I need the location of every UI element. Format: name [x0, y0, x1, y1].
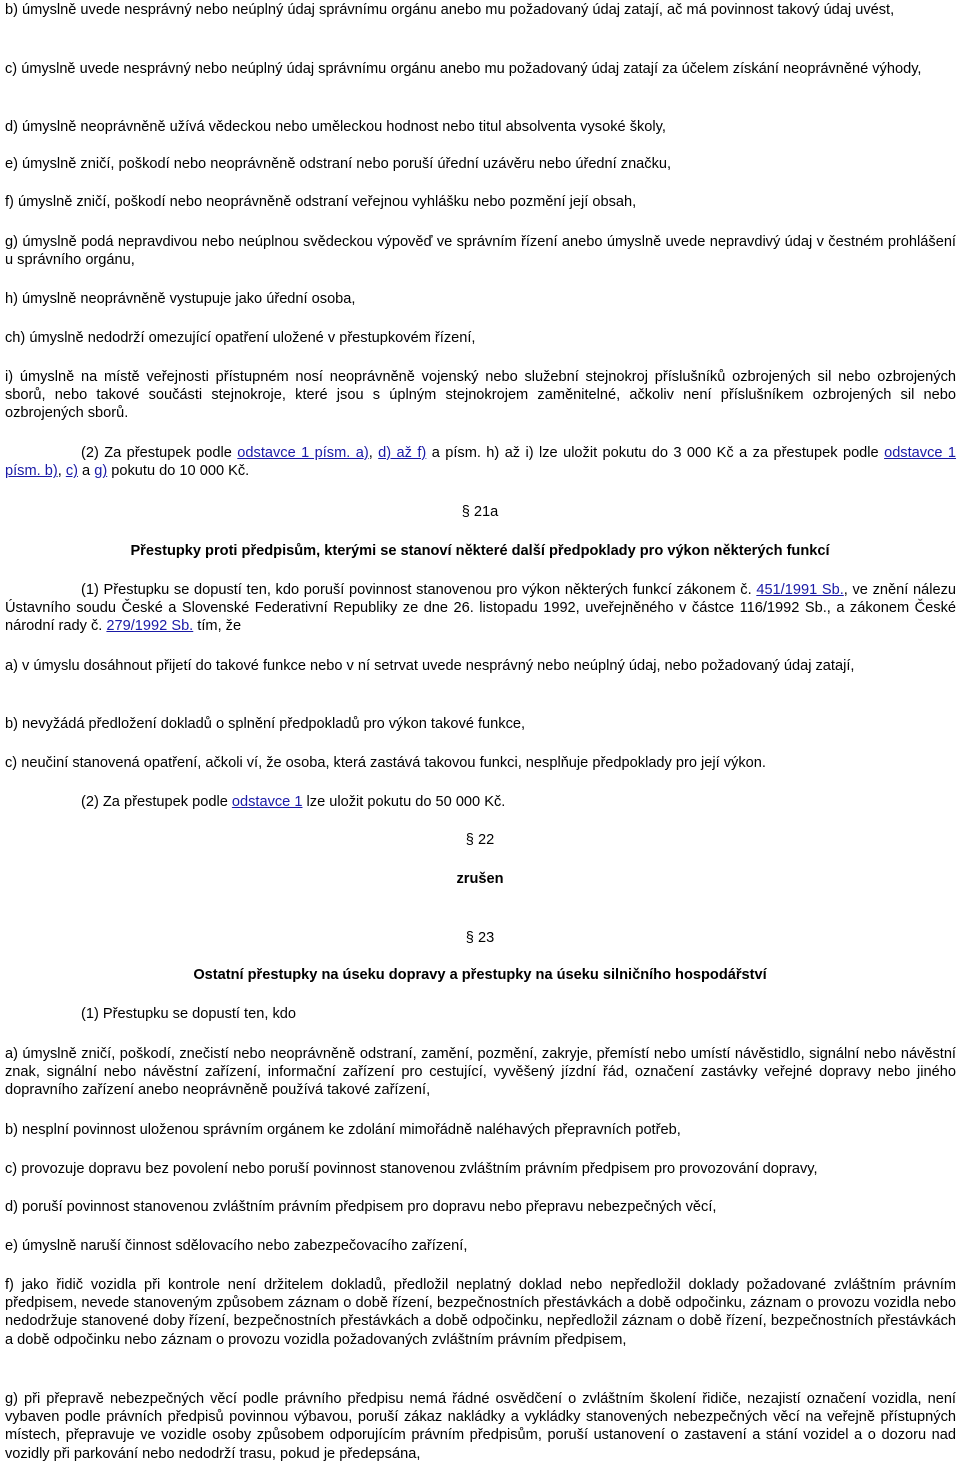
link-odstavce-1-pism-a[interactable]: odstavce 1 písm. a) [237, 445, 369, 461]
section-21a-paragraph-1: (1) Přestupku se dopustí ten, kdo poruší povinnost stanovenou pro výkon některých funkcí zákonem č. 451/1991 Sb., ve znění nálezu Ústavního soudu České a Slovenské Federativní Republiky ze dne 26. listopadu 1992, uveřejněného v částce 116/1992 Sb., a zákonem České národní rady č. 279/1992 Sb. tím, že [5, 582, 956, 635]
item-c: c) úmyslně uvede nesprávný nebo neúplný údaj správnímu orgánu anebo mu požadovaný údaj zatají za účelem získání neoprávněné výhody, [5, 61, 922, 77]
item-e: e) úmyslně zničí, poškodí nebo neoprávněně odstraní nebo poruší úřední uzávěru nebo úřední značku, [5, 156, 672, 172]
section-23-item-a: a) úmyslně zničí, poškodí, znečistí nebo neoprávněně odstraní, zamění, pozmění, zakryje, přemístí nebo umístí návěstidlo, signální nebo návěstní znak, signální nebo návěstní zařízení, informační zařízení pro cestující, vyvěšený jízdní řád, označení zastávky veřejné dopravy nebo jiného dopravního zařízení anebo neoprávněně používá takové zařízení, [5, 1046, 956, 1099]
section-23-item-e: e) úmyslně naruší činnost sdělovacího nebo zabezpečovacího zařízení, [5, 1238, 468, 1254]
section-23-item-c: c) provozuje dopravu bez povolení nebo poruší povinnost stanovenou zvláštním právním předpisem pro provozování dopravy, [5, 1161, 818, 1177]
item-i: i) úmyslně na místě veřejnosti přístupném nosí neoprávněně vojenský nebo služební stejnokroj příslušníků ozbrojených sil nebo ozbrojených sborů, nebo takové součásti stejnokroje, které jsou s úplným stejnokrojem zaměnitelné, ačkoliv není příslušníkem ozbrojených sil nebo ozbrojených sborů. [5, 369, 956, 422]
section-21a-title: Přestupky proti předpisům, kterými se stanoví některé další předpoklady pro výkon některých funkcí [130, 543, 830, 559]
item-g: g) úmyslně podá nepravdivou nebo neúplnou svědeckou výpověď ve správním řízení anebo úmyslně uvede nepravdivý údaj v čestném prohlášení u správního orgánu, [5, 234, 956, 269]
section-21a-item-b: b) nevyžádá předložení dokladů o splnění předpokladů pro výkon takové funkce, [5, 716, 526, 732]
section-23-item-f: f) jako řidič vozidla při kontrole není držitelem dokladů, předložil neplatný doklad nebo nepředložil doklady požadované zvláštním právním předpisem, nevede stanoveným způsobem záznam o době řízení, bezpečnostních přestávkách a době odpočinku, záznam o provozu vozidla nebo nedodržuje stanovené doby řízení, bezpečnostních přestávkách a době odpočinku, nepředložil záznam o době řízení, bezpečnostních přestávkách a době odpočinku nebo záznam o provozu vozidla požadovaných zvláštním právním předpisem, [5, 1277, 956, 1348]
link-odstavce-1[interactable]: odstavce 1 [231, 794, 303, 810]
section-23-item-d: d) poruší povinnost stanovenou zvláštním právním předpisem pro dopravu nebo přepravu nebezpečných věcí, [5, 1199, 717, 1215]
section-23-item-b: b) nesplní povinnost uloženou správním orgánem ke zdolání mimořádně naléhavých přepravních potřeb, [5, 1122, 681, 1138]
item-ch: ch) úmyslně nedodrží omezující opatření uložené v přestupkovém řízení, [5, 330, 476, 346]
section-23-title: Ostatní přestupky na úseku dopravy a přestupky na úseku silničního hospodářství [193, 967, 767, 983]
section-21a-paragraph-2: (2) Za přestupek podle odstavce 1 lze uložit pokutu do 50 000 Kč. [81, 794, 506, 810]
link-279-1992[interactable]: 279/1992 Sb. [106, 618, 194, 635]
link-c[interactable]: c) [65, 463, 78, 480]
section-21a-item-c: c) neučiní stanovená opatření, ačkoli ví, že osoba, která zastává takovou funkci, nesplňuje předpoklady pro její výkon. [5, 755, 766, 771]
section-23-number: § 23 [465, 930, 495, 946]
section-21a-item-a: a) v úmyslu dosáhnout přijetí do takové funkce nebo v ní setrvat uvede nesprávný nebo neúplný údaj, nebo požadovaný údaj zatají, [5, 658, 855, 674]
item-b: b) úmyslně uvede nesprávný nebo neúplný údaj správnímu orgánu anebo mu požadovaný údaj zatají, ač má povinnost takový údaj uvést, [5, 2, 895, 18]
link-odstavce-1-pism-b[interactable]: odstavce 1 písm. b) [5, 445, 957, 480]
link-d-az-f[interactable]: d) až f) [378, 445, 427, 461]
section-22-number: § 22 [465, 832, 495, 848]
item-d: d) úmyslně neoprávněně užívá vědeckou nebo uměleckou hodnost nebo titul absolventa vysoké školy, [5, 119, 666, 135]
section-21a-number: § 21a [461, 504, 499, 520]
section-22-title: zrušen [456, 871, 504, 887]
link-g[interactable]: g) [94, 463, 108, 480]
item-f: f) úmyslně zničí, poškodí nebo neoprávněně odstraní veřejnou vyhlášku nebo pozmění její obsah, [5, 194, 637, 210]
link-451-1991[interactable]: 451/1991 Sb. [756, 582, 844, 598]
item-h: h) úmyslně neoprávněně vystupuje jako úřední osoba, [5, 291, 356, 307]
paragraph-2: (2) Za přestupek podle odstavce 1 písm. a), d) až f) a písm. h) až i) lze uložit pokutu do 3 000 Kč a za přestupek podle odstavce 1 písm. b), c) a g) pokutu do 10 000 Kč. [5, 445, 957, 480]
section-23-item-g: g) při přepravě nebezpečných věcí podle právního předpisu nemá řádné osvědčení o zvláštním školení řidiče, nezajistí označení vozidla, není vybaven podle právních předpisů povinnou výbavou, poruší zákaz nakládky a vykládky stanovených nebezpečných věcí na veřejně přístupných místech, přepravuje ve vozidle osoby způsobem odporujícím právním předpisům, poruší ustanovení o zastavení a stání vozidel a o dozoru nad vozidly při parkování nebo nedodrží trasu, pokud je předepsána, [5, 1391, 956, 1462]
section-23-paragraph-1: (1) Přestupku se dopustí ten, kdo [81, 1006, 296, 1022]
